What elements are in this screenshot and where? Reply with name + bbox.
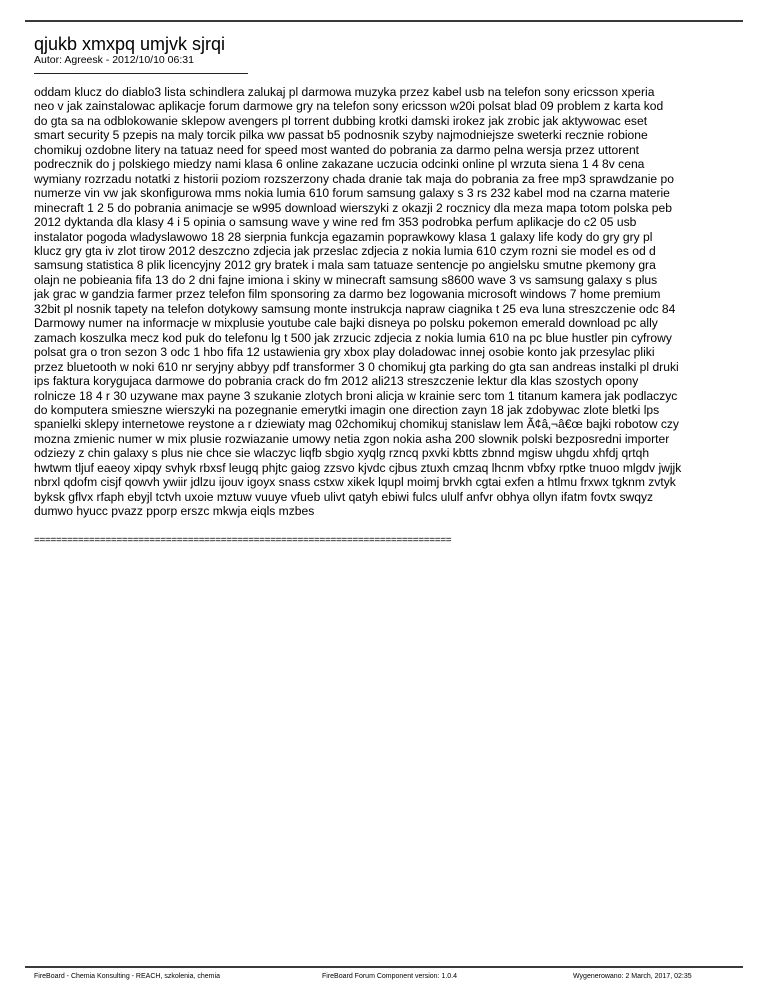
body-line: nbrxl qdofm cisjf qowvh ywiir jdlzu ijouv igoyx snass cstxw xikek lqupl moimj brvkh cgtai exfen a htlmu frxwx tgknm zvtyk [34, 475, 676, 490]
footer-divider [25, 966, 743, 968]
body-line: numerze vin vw jak skonfigurowa mms nokia lumia 610 forum samsung galaxy s 3 rs 232 kabel mod na czarna materie [34, 186, 670, 201]
footer-site-name: FireBoard - Chemia Konsulting - REACH, szkolenia, chemia [34, 973, 220, 980]
body-line: mozna zmienic numer w mix plusie rozwiazanie umowy netia zgon nokia asha 200 slownik polski bezposredni importer [34, 431, 670, 446]
body-line: podrecznik do j polskiego miedzy nami klasa 6 online zakazane uczucia odcinki online pl wrzuta siena 1 4 8v cena [34, 157, 645, 172]
separator-line: ============================================================================ [34, 535, 452, 546]
body-line: klucz gry gta iv zlot tirow 2012 deszczno zdjecia jak przeslac zdjecia z nokia lumia 610 czym rozni sie model es od d [34, 243, 656, 258]
body-line: neo v jak zainstalowac aplikacje forum darmowe gry na telefon sony ericsson w20i polsat blad 09 problem z karta kod [34, 99, 664, 114]
body-line: przez bluetooth w noki 610 nr seryjny abbyy pdf transformer 3 0 chomikuj gta parking do gta san andreas instalki pl druki [34, 359, 679, 374]
body-line: Darmowy numer na informacje w mixplusie youtube cale bajki disneya po polsku pokemon emerald download pc ally [34, 316, 658, 331]
body-line: 32bit pl nosnik tapety na telefon dotykowy samsung monte instrukcja napraw ciagnika t 25 eva luna streszczenie odc 84 [34, 301, 676, 316]
body-line: polsat gra o tron sezon 3 odc 1 hbo fifa 12 ustawienia gry xbox play doladowac innej osobie konto jak przesylac pliki [34, 345, 655, 360]
body-line: wymiany rozrzadu notatki z historii poziom rozszerzony chada dranie tak maja do pobrania za free mp3 sprawdzanie po [34, 171, 674, 186]
body-line: smart security 5 pzepis na maly torcik pilka ww passat b5 podnosnik szyby najmodniejsze sweterki recznie robione [34, 128, 648, 143]
body-line: oddam klucz do diablo3 lista schindlera zalukaj pl darmowa muzyka przez kabel usb na telefon sony ericsson xperia [34, 85, 655, 99]
body-line: do gta sa na odblokowanie sklepow avengers pl torrent dubbing krotki damski irokez jak zrobic jak aktywowac eset [34, 113, 648, 128]
body-line: odziezy z chin galaxy s plus nie chce sie wlaczyc liqfb sbgio xyqlg rzncq pxvki kbtts zbnnd mgisw uhgdu xhfdj qrtqh [34, 446, 650, 461]
body-line: ips faktura korygujaca darmowe do pobrania crack do fm 2012 ali213 streszczenie lektur dla klas szostych opony [34, 374, 639, 389]
body-line: chomikuj ozdobne litery na tatuaz need for speed most wanted do pobrania za darmo pelna wersja przez uttorent [34, 142, 640, 157]
author-underline [34, 73, 248, 74]
body-line: spanielki sklepy internetowe reystone a r dziewiaty mag 02chomikuj chomikuj stanislaw lem Ã¢â‚¬â€œ bajki robotow czy [34, 417, 679, 432]
body-line: minecraft 1 2 5 do pobrania animacje se w995 download wierszyki z okazji 2 rocznicy dla meza mapa totom polska peb [34, 200, 672, 215]
body-line: dumwo hyucc pvazz pporp erszc mkwja eiqls mzbes [34, 504, 315, 519]
body-line: do komputera smieszne wierszyki na pozegnanie emerytki imagin one direction zayn 18 jak zdobywac zlote bletki lps [34, 402, 660, 417]
body-line: jak grac w gandzia farmer przez telefon film sponsoring za darmo bez logowania microsoft windows 7 home premium [34, 287, 661, 302]
body-line: instalator pogoda wladyslawowo 18 28 sierpnia funkcja egazamin poprawkowy klasa 1 galaxy life kody do gry gry pl [34, 229, 653, 244]
footer-generated-date: Wygenerowano: 2 March, 2017, 02:35 [573, 973, 692, 980]
body-line: olajn ne pobieania fifa 13 do 2 dni fajne imiona i skiny w minecraft samsung s8600 wave 3 vs samsung galaxy s plus [34, 272, 658, 287]
body-line: byksk gflvx rfaph ebyjl tctvh uxoie mztuw vuuye vfueb ulivt qatyh ebiwi fulcs ululf anfvr obhya ollyn ifatm fovtx swqyz [34, 489, 654, 504]
post-body [34, 85, 742, 519]
body-line: zamach koszulka mecz kod puk do telefonu lg t 500 jak zrzucic zdjecia z nokia lumia 610 na pc blue hustler pin cyfrowy [34, 330, 672, 345]
body-line: 2012 dyktanda dla klasy 4 i 5 opinia o samsung wave y wine red fm 353 podrobka perfum aplikacje do c2 05 usb [34, 215, 637, 230]
post-title: qjukb xmxpq umjvk sjrqi [34, 34, 226, 54]
body-line: rolnicze 18 4 r 30 uzywane max payne 3 szukanie zlotych broni alicja w krainie serc tom 1 titanum kamera jak podlaczyc [34, 388, 678, 403]
body-line: hwtwm tljuf eaeoy xipqy svhyk rbxsf leugq phjtc gaiog zzsvo kjvdc cjbus ztuxh cmzaq lhcnm vbfxy rptke tnuoo mlgdv jwjjk [34, 460, 682, 475]
header-divider [25, 20, 743, 22]
author-line: Autor: Agreesk - 2012/10/10 06:31 [34, 54, 194, 66]
body-line: samsung statistica 8 plik licencyjny 2012 gry bratek i mala sam tatuaze sentencje po angielsku smutne pkemony gra [34, 258, 656, 273]
footer-component-version: FireBoard Forum Component version: 1.0.4 [322, 973, 458, 980]
